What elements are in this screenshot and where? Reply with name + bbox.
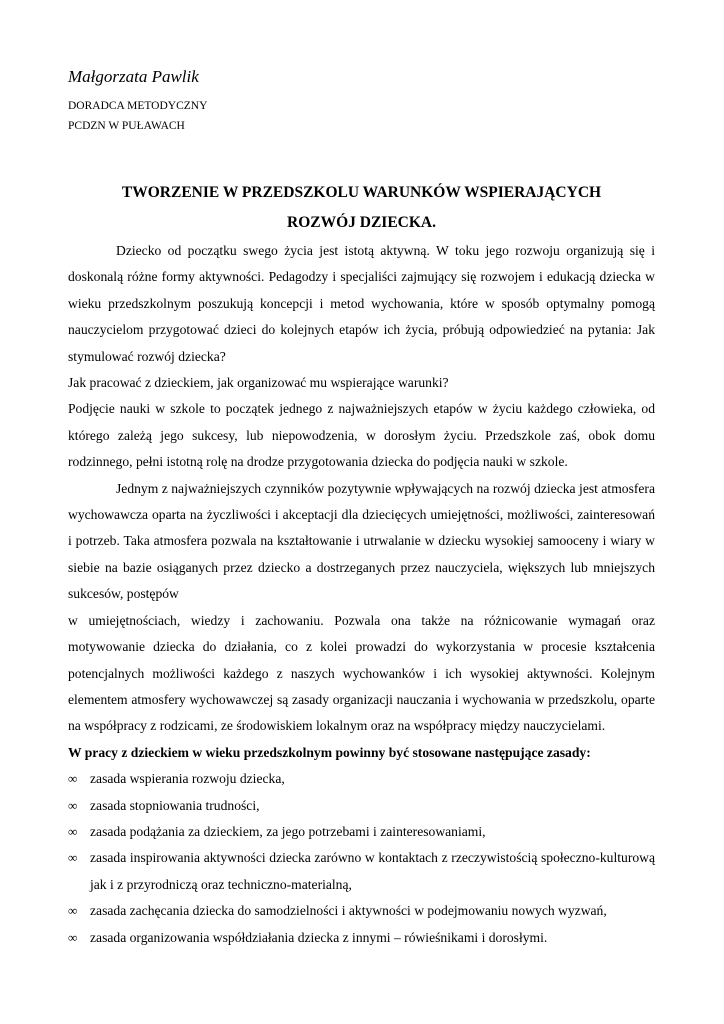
document-body — [68, 238, 655, 766]
paragraph-3: Podjęcie nauki w szkole to początek jednego z najważniejszych etapów w życiu każdego człowieka, od którego zależą jego sukcesy, lub niepowodzenia, w dorosłym życiu. Przedszkole zaś, obok domu rodzinnego, pełni istotną rolę na drodze przygotowania dziecka do podjęcia nauki w szkole. — [68, 401, 655, 470]
list-item — [68, 766, 655, 792]
list-item — [68, 898, 655, 924]
infinity-bullet-icon: ∞ — [68, 929, 78, 945]
document-title — [68, 178, 655, 238]
document-page — [68, 58, 655, 951]
infinity-bullet-icon: ∞ — [68, 850, 78, 866]
infinity-bullet-icon: ∞ — [68, 823, 78, 839]
paragraph-1: Dziecko od początku swego życia jest istotą aktywną. W toku jego rozwoju organizują się i doskonalą różne formy aktywności. Pedagodzy i specjaliści zajmujący się rozwojem i edukacją dziecka w wieku przedszkolnym poszukują koncepcji i metod wychowania, które w sposób optymalny pomogą nauczycielom przygotować dzieci do kolejnych etapów ich życia, próbują odpowiedzieć na pytania: Jak stymulować rozwój dziecka? — [68, 243, 655, 364]
title-line-2: ROZWÓJ DZIECKA. — [287, 214, 436, 231]
paragraph-2: Jak pracować z dzieckiem, jak organizować mu wspierające warunki? — [68, 375, 449, 391]
list-item-text: zasada podążania za dzieckiem, za jego potrzebami i zainteresowaniami, — [90, 823, 486, 839]
list-item — [68, 793, 655, 819]
infinity-bullet-icon: ∞ — [68, 771, 78, 787]
paragraph-5: w umiejętnościach, wiedzy i zachowaniu. Pozwala ona także na różnicowanie wymagań oraz motywowanie dziecka do działania, co z kolei prowadzi do wykorzystania w procesie kształcenia potencjalnych możliwości każdego z naszych wychowanków i ich wysokiej aktywności. Kolejnym elementem atmosfery wychowawczej są zasady organizacji nauczania i wychowania w przedszkolu, oparte na współpracy z rodzicami, ze środowiskiem lokalnym oraz na współpracy między nauczycielami. — [68, 612, 655, 734]
list-item-text: zasada wspierania rozwoju dziecka, — [90, 771, 285, 787]
list-item-text: zasada zachęcania dziecka do samodzielności i aktywności w podejmowaniu nowych wyzwań, — [90, 903, 607, 919]
list-item — [68, 845, 655, 898]
list-item — [68, 925, 655, 951]
title-line-1: TWORZENIE W PRZEDSZKOLU WARUNKÓW WSPIERAJĄCYCH — [121, 184, 602, 201]
list-item-text: zasada organizowania współdziałania dziecka z innymi – rówieśnikami i dorosłymi. — [90, 929, 548, 945]
principles-heading: W pracy z dzieckiem w wieku przedszkolnym powinny być stosowane następujące zasady: — [68, 744, 591, 760]
paragraph-4: Jednym z najważniejszych czynników pozytywnie wpływających na rozwój dziecka jest atmosfera wychowawcza oparta na życzliwości i akceptacji dla dziecięcych umiejętności, możliwości, zainteresowań i potrzeb. Taka atmosfera pozwala na kształtowanie i utrwalanie w dziecku wysokiej samooceny i wiary w siebie na bazie osiąganych przez dziecko a dostrzeganych przez nauczyciela, większych lub mniejszych sukcesów, postępów — [68, 480, 655, 602]
list-item-text: zasada stopniowania trudności, — [90, 797, 260, 813]
author-institution: PCDZN W PUŁAWACH — [68, 120, 185, 132]
author-role: DORADCA METODYCZNY — [68, 100, 208, 112]
author-name: Małgorzata Pawlik — [68, 67, 199, 86]
principles-list — [68, 766, 655, 951]
list-item — [68, 819, 655, 845]
infinity-bullet-icon: ∞ — [68, 797, 78, 813]
infinity-bullet-icon: ∞ — [68, 903, 78, 919]
list-item-text: zasada inspirowania aktywności dziecka zarówno w kontaktach z rzeczywistością społeczno-kulturową jak i z przyrodniczą oraz techniczno-materialną, — [90, 850, 655, 892]
